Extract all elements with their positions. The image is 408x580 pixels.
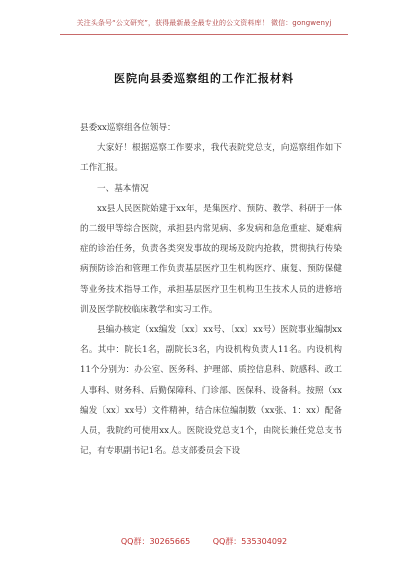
header-note: 关注头条号“公文研究”，获得最新最全最专业的公文资料库！ 微信：gongwenyj	[76, 19, 332, 27]
document-body	[80, 118, 342, 461]
footer-qq-group-1: QQ群：30265665	[120, 537, 191, 546]
paragraph-greeting: 大家好！根据巡察工作要求，我代表院党总支，向巡察组作如下工作汇报。	[80, 143, 342, 174]
footer-qq-group-2: QQ群：535304092	[212, 537, 288, 546]
paragraph-hospital-overview: xx县人民医院始建于xx年，是集医疗、预防、教学、科研于一体的二级甲等综合医院，承担县内常见病、多发病和急危重症、疑难病症的诊治任务，负责各类突发事故的现场及院内抢救，贯彻执行传染病预防诊治和管理工作负责基层医疗卫生机构医疗、康复、预防保健等业务技术指导工作，承担基层医疗卫生机构卫生技术人员的进修培训及医学院校临床教学和实习工作。	[80, 203, 342, 315]
salutation: 县委xx巡察组各位领导：	[80, 123, 176, 133]
footer-contact	[0, 536, 408, 547]
document-title: 医院向县委巡察组的工作汇报材料	[114, 72, 294, 85]
section-heading-basic-info: 一、基本情况	[97, 183, 149, 194]
paragraph-staffing: 县编办核定（xx编发〔xx〕xx号、〔xx〕xx号）医院事业编制xx名。其中：院长1名，副院长3名，内设机构负责人11名。内设机构11个分别为：办公室、医务科、护理部、质控信息科、院感科、政工人事科、财务科、后勤保障科、门诊部、医保科、设备科。按照（xx编发〔xx〕xx号）文件精神，结合床位编制数（xx张、1：xx）配备人员，我院约可使用xx人。医院设党总支1个，由院长兼任党总支书记，有专职副书记1名。总支部委员会下设	[80, 325, 342, 457]
header-divider	[60, 34, 348, 35]
